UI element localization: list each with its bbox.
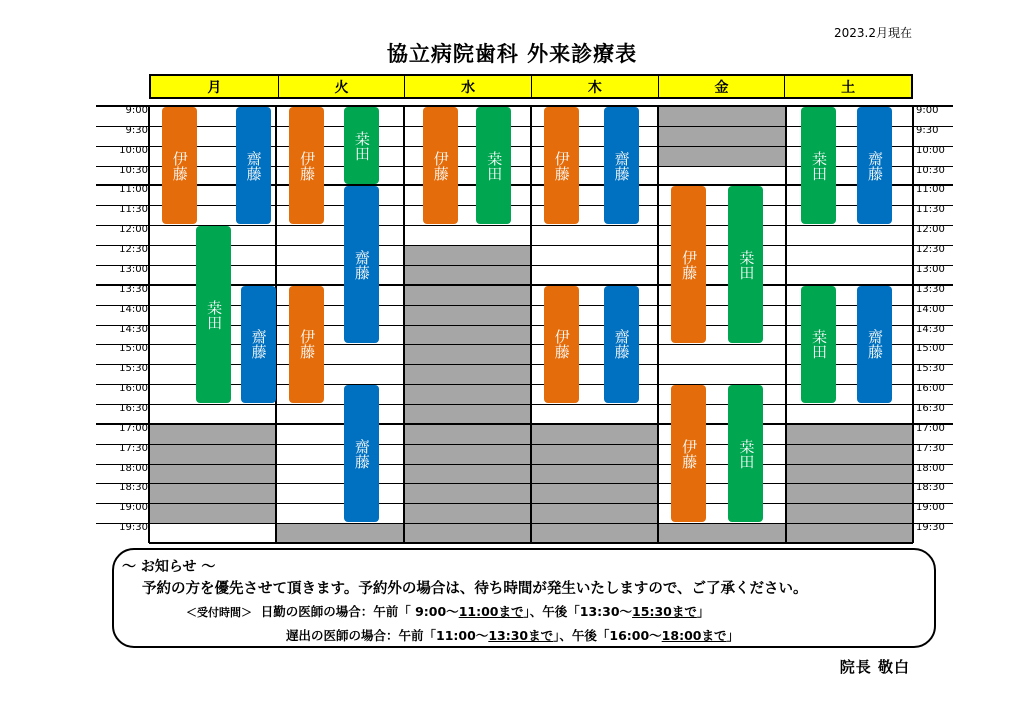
- line1-pm-start: 13:30～: [579, 604, 633, 619]
- doctor-block: 桒田: [728, 385, 763, 522]
- doctor-block: 桒田: [728, 186, 763, 343]
- time-label-right: 19:00: [916, 502, 945, 514]
- grid-line: [148, 106, 150, 543]
- doctor-block: 桒田: [801, 107, 836, 224]
- doctor-block: 桒田: [196, 226, 231, 403]
- day-header-mon: 月: [207, 79, 222, 96]
- line2-am-end: 13:30まで: [488, 628, 554, 643]
- day-header-sat: 土: [784, 76, 911, 97]
- time-label-left: 14:30: [119, 323, 148, 335]
- doctor-block: 齋藤: [236, 107, 271, 224]
- doctor-block: 伊藤: [671, 385, 706, 522]
- time-label-left: 15:30: [119, 363, 148, 375]
- time-label-left: 9:00: [125, 105, 148, 116]
- doctor-block: 伊藤: [671, 186, 706, 343]
- time-label-left: 11:00: [119, 184, 148, 196]
- grid-line: [912, 106, 914, 543]
- time-label-left: 12:00: [119, 224, 148, 236]
- signature: 院長 敬白: [839, 658, 910, 676]
- line1-label: 日勤の医師の場合：午前「: [260, 604, 411, 619]
- line2-am-start: 11:00～: [436, 628, 489, 643]
- day-header-wed: 水: [404, 76, 531, 97]
- time-label-left: 16:30: [119, 402, 148, 414]
- day-header-fri: 金: [658, 76, 785, 97]
- page-title: 協立病院歯科 外来診療表: [386, 42, 638, 66]
- time-label-left: 13:30: [119, 283, 148, 295]
- grid-line: [96, 523, 953, 524]
- time-label-right: 17:30: [916, 442, 945, 454]
- time-label-left: 10:00: [119, 144, 148, 156]
- line1-mid: 」、午後「: [523, 604, 580, 619]
- time-label-right: 18:30: [916, 482, 945, 494]
- doctor-block: 伊藤: [544, 286, 579, 403]
- closed-area: [149, 424, 276, 523]
- doctor-block: 伊藤: [544, 107, 579, 224]
- time-label-left: 18:30: [119, 482, 148, 494]
- day-header-tue: 火: [278, 76, 405, 97]
- grid-line: [785, 106, 787, 543]
- grid-line: [657, 106, 659, 543]
- doctor-block: 桒田: [344, 107, 379, 184]
- closed-area: [276, 523, 403, 543]
- closed-area: [658, 523, 785, 543]
- grid-line: [96, 423, 953, 425]
- doctor-block: 伊藤: [423, 107, 458, 224]
- time-label-right: 12:30: [916, 244, 945, 256]
- time-label-left: 11:30: [119, 204, 148, 216]
- time-label-right: 18:00: [916, 462, 945, 474]
- notice-box: [112, 548, 936, 648]
- closed-area: [404, 245, 531, 543]
- line2-pm-end: 18:00まで: [661, 628, 727, 643]
- reception-label: ＜受付時間＞: [186, 606, 252, 619]
- grid-line: [96, 483, 953, 484]
- closed-area: [658, 106, 785, 166]
- notice-line-day-shift: [186, 602, 709, 620]
- time-label-right: 14:00: [916, 303, 945, 315]
- time-label-left: 19:30: [119, 522, 148, 534]
- time-label-left: 13:00: [119, 263, 148, 275]
- time-label-right: 10:00: [916, 144, 945, 156]
- time-label-right: 15:30: [916, 363, 945, 375]
- line2-pm-start: 16:00～: [609, 628, 662, 643]
- time-label-left: 19:00: [119, 502, 148, 514]
- doctor-block: 齋藤: [604, 107, 639, 224]
- grid-line: [96, 444, 953, 445]
- doctor-block: 齋藤: [857, 107, 892, 224]
- time-label-right: 11:00: [916, 184, 945, 196]
- time-label-right: 9:30: [916, 124, 939, 136]
- time-label-left: 10:30: [119, 164, 148, 176]
- time-label-left: 12:30: [119, 244, 148, 256]
- line1-am-start: 9:00～: [410, 604, 459, 619]
- doctor-block: 齋藤: [344, 186, 379, 343]
- time-label-right: 9:00: [916, 105, 939, 116]
- time-label-right: 19:30: [916, 522, 945, 534]
- line2-mid: 」、午後「: [553, 628, 610, 643]
- time-label-right: 16:30: [916, 402, 945, 414]
- line2-label: 遅出の医師の場合：午前「: [286, 628, 437, 643]
- grid-line: [403, 106, 405, 543]
- time-label-right: 13:00: [916, 263, 945, 275]
- line1-close: 」: [696, 604, 710, 619]
- grid-line: [96, 464, 953, 465]
- line1-pm-end: 15:30まで: [632, 604, 697, 619]
- time-label-right: 11:30: [916, 204, 945, 216]
- time-label-right: 12:00: [916, 224, 945, 236]
- time-label-right: 13:30: [916, 283, 945, 295]
- date-label: 2023.2月現在: [834, 26, 912, 40]
- time-label-right: 14:30: [916, 323, 945, 335]
- grid-line: [96, 404, 953, 405]
- notice-main-text: 予約の方を優先させて頂きます。予約外の場合は、待ち時間が発生いたしますので、ご了承ください。: [142, 581, 808, 597]
- time-label-left: 17:00: [119, 422, 148, 434]
- doctor-block: 齋藤: [857, 286, 892, 403]
- doctor-block: 齋藤: [241, 286, 276, 403]
- notice-line-late-shift: [286, 626, 739, 644]
- day-header-thu: 木: [531, 76, 658, 97]
- time-label-right: 15:00: [916, 343, 945, 355]
- line2-close: 」: [726, 628, 739, 643]
- time-label-left: 9:30: [125, 124, 148, 136]
- time-label-right: 10:30: [916, 164, 945, 176]
- doctor-block: 伊藤: [162, 107, 197, 224]
- time-label-left: 17:30: [119, 442, 148, 454]
- notice-title: ～ お知らせ ～: [122, 559, 216, 575]
- doctor-block: 齋藤: [344, 385, 379, 522]
- time-label-left: 16:00: [119, 383, 148, 395]
- line1-am-end: 11:00まで: [458, 604, 524, 619]
- time-label-right: 17:00: [916, 422, 945, 434]
- doctor-block: 伊藤: [289, 107, 324, 224]
- time-label-left: 18:00: [119, 462, 148, 474]
- time-label-left: 15:00: [119, 343, 148, 355]
- grid-line: [530, 106, 532, 543]
- grid-line: [96, 503, 953, 504]
- time-label-right: 16:00: [916, 383, 945, 395]
- doctor-block: 伊藤: [289, 286, 324, 403]
- doctor-block: 桒田: [476, 107, 511, 224]
- time-label-left: 14:00: [119, 303, 148, 315]
- doctor-block: 齋藤: [604, 286, 639, 403]
- doctor-block: 桒田: [801, 286, 836, 403]
